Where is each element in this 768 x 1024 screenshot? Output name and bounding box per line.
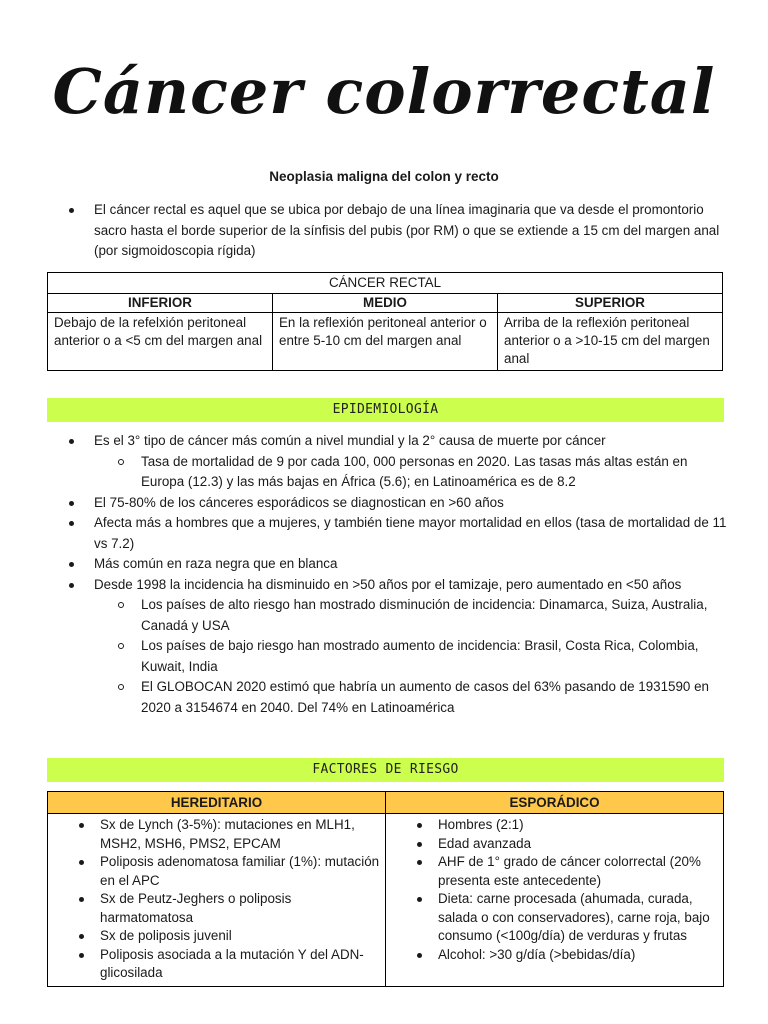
list-item: Es el 3° tipo de cáncer más común a nivel mundial y la 2° causa de muerte por cáncer: [48, 431, 728, 452]
hereditary-item: Sx de Lynch (3-5%): mutaciones en MLH1, MSH2, MSH6, PMS2, EPCAM: [48, 816, 381, 853]
risk-factors-heading: FACTORES DE RIESGO: [47, 758, 724, 782]
list-item: Más común en raza negra que en blanca: [48, 554, 728, 575]
intro-bullet: El cáncer rectal es aquel que se ubica por debajo de una línea imaginaria que va desde el promontorio sacro hasta el borde superior de la sínfisis del pubis (por RM) o que se extiende a 15 cm del margen anal (por sigmoidoscopia rígida): [48, 200, 728, 262]
cell-inferior: Debajo de la refelxión peritoneal anterior o a <5 cm del margen anal: [48, 313, 273, 371]
sub-list-item: El GLOBOCAN 2020 estimó que habría un aumento de casos del 63% pasando de 1931590 en 2020 a 3154674 en 2040. Del 74% en Latinoamérica: [94, 677, 728, 718]
sporadic-item: Hombres (2:1): [386, 816, 719, 835]
subtitle: Neoplasia maligna del colon y recto: [269, 169, 499, 184]
sporadic-cell: [386, 814, 724, 987]
list-item: Afecta más a hombres que a mujeres, y también tiene mayor mortalidad en ellos (tasa de mortalidad de 11 vs 7.2): [48, 513, 728, 554]
sub-list-item: Los países de bajo riesgo han mostrado aumento de incidencia: Brasil, Costa Rica, Colombia, Kuwait, India: [94, 636, 728, 677]
hereditary-item: Sx de Peutz-Jeghers o poliposis harmatomatosa: [48, 890, 381, 927]
cell-superior: Arriba de la reflexión peritoneal anterior o a >10-15 cm del margen anal: [498, 313, 723, 371]
sporadic-item: Edad avanzada: [386, 835, 719, 854]
hereditary-item: Sx de poliposis juvenil: [48, 927, 381, 946]
sub-list-item: Los países de alto riesgo han mostrado disminución de incidencia: Dinamarca, Suiza, Australia, Canadá y USA: [94, 595, 728, 636]
sporadic-header: ESPORÁDICO: [386, 792, 724, 814]
hereditary-header: HEREDITARIO: [48, 792, 386, 814]
rectal-cancer-table: [47, 272, 723, 371]
hereditary-item: Poliposis asociada a la mutación Y del ADN-glicosilada: [48, 946, 381, 983]
page-title: Cáncer colorrectal: [52, 55, 716, 128]
risk-factors-table: [47, 791, 724, 987]
sporadic-item: Alcohol: >30 g/día (>bebidas/día): [386, 946, 719, 965]
intro-section: [48, 200, 728, 262]
epidemiology-list: [48, 431, 728, 718]
column-medio: MEDIO: [273, 294, 498, 313]
sporadic-item: Dieta: carne procesada (ahumada, curada, salada o con conservadores), carne roja, bajo consumo (<100g/día) de verduras y frutas: [386, 890, 719, 946]
sporadic-item: AHF de 1° grado de cáncer colorrectal (20% presenta este antecedente): [386, 853, 719, 890]
rectal-table-header: CÁNCER RECTAL: [48, 273, 723, 294]
list-item: El 75-80% de los cánceres esporádicos se diagnostican en >60 años: [48, 493, 728, 514]
cell-medio: En la reflexión peritoneal anterior o entre 5-10 cm del margen anal: [273, 313, 498, 371]
hereditary-cell: [48, 814, 386, 987]
hereditary-item: Poliposis adenomatosa familiar (1%): mutación en el APC: [48, 853, 381, 890]
column-superior: SUPERIOR: [498, 294, 723, 313]
sub-list-item: Tasa de mortalidad de 9 por cada 100, 000 personas en 2020. Las tasas más altas están en Europa (12.3) y las más bajas en África (5.6); en Latinoamérica es de 8.2: [94, 452, 728, 493]
epidemiology-heading: EPIDEMIOLOGÍA: [47, 398, 724, 422]
list-item: Desde 1998 la incidencia ha disminuido en >50 años por el tamizaje, pero aumentado en <50 años: [48, 575, 728, 596]
column-inferior: INFERIOR: [48, 294, 273, 313]
